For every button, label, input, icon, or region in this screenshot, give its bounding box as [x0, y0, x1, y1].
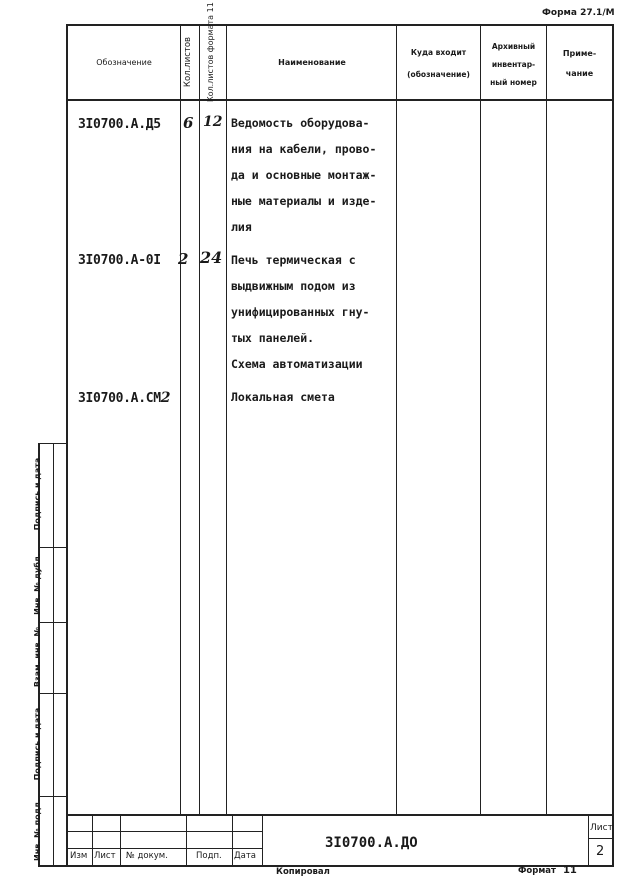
header-archive-line1: Архивный	[491, 42, 536, 51]
header-note	[547, 44, 612, 84]
title-sheet-label: Лист	[590, 823, 613, 833]
row3-code-suffix: 2	[160, 390, 171, 406]
title-col-change: Изм	[70, 851, 88, 861]
stamp-sep-3	[38, 693, 67, 694]
row1-name-line: ные материалы и изде-	[231, 194, 377, 208]
title-col-a	[92, 814, 93, 866]
row1-format-count: 12	[203, 114, 223, 130]
title-col-doc: № докум.	[126, 851, 168, 861]
header-designation: Обозначение	[96, 58, 152, 67]
title-col-sign: Подп.	[196, 851, 222, 861]
row3-name-line: Локальная смета	[231, 390, 335, 404]
title-sheet-number: 2	[596, 844, 605, 859]
stamp-vzam-inv: Взам. инв. №	[33, 626, 42, 688]
stamp-inv-podl: Инв. № подл.	[33, 799, 42, 861]
row1-name-line: Ведомость оборудова-	[231, 116, 370, 130]
row2-format-count: 24	[200, 248, 223, 267]
row2-count: 2	[178, 250, 189, 268]
header-archive-line3: ный номер	[490, 78, 537, 87]
stamp-sep-1	[38, 547, 67, 548]
header-sheets-count: Кол.листов	[183, 36, 193, 88]
footer-format-value: 11	[562, 865, 577, 876]
row2-name-line: тых панелей.	[231, 331, 315, 345]
header-archive-line2: инвентар-	[491, 60, 536, 69]
row1-name	[231, 110, 376, 240]
header-sheets-format: Кол.листов формата 11	[206, 2, 215, 102]
title-col-date: Дата	[234, 851, 257, 861]
row1-name-line: да и основные монтаж-	[231, 168, 377, 182]
frame-right	[612, 24, 614, 866]
title-col-c	[186, 814, 187, 866]
footer-format-label: Формат	[518, 866, 556, 876]
header-where	[397, 42, 480, 86]
stamp-sep-2	[38, 622, 67, 623]
row3-name	[231, 384, 335, 410]
title-col-b	[120, 814, 121, 866]
row2-name-line: унифицированных гну-	[231, 305, 370, 319]
title-top	[66, 814, 614, 816]
row3-code-main: 3I0700.А.СМ	[78, 391, 161, 406]
header-where-line2: (обозначение)	[407, 70, 470, 79]
title-col-e	[262, 814, 263, 866]
row2-name-line: Печь термическая с	[231, 253, 356, 267]
stamp-sep-4	[38, 796, 67, 797]
stamp-sign-date-1: Подпись и дата	[33, 457, 42, 531]
row2-name	[231, 247, 369, 377]
stamp-sign-date-2: Подпись и дата	[33, 707, 42, 781]
col-line-4	[396, 24, 397, 814]
row3-code	[78, 390, 170, 406]
title-sheet-sep	[588, 838, 614, 839]
header-divider	[66, 99, 614, 101]
row1-name-line: ния на кабели, прово-	[231, 142, 377, 156]
row2-name-line: Схема автоматизации	[231, 357, 363, 371]
row1-code: 3I0700.А.Д5	[78, 117, 161, 132]
col-line-5	[480, 24, 481, 814]
stamp-inv-dubl: Инв. № дубл.	[33, 553, 42, 615]
row2-name-line: выдвижным подом из	[231, 279, 356, 293]
header-name: Наименование	[278, 58, 346, 67]
form-label: Форма 27.1/М	[542, 8, 615, 18]
col-line-1	[180, 24, 181, 814]
stamp-mid-col	[53, 443, 54, 866]
footer-copied: Копировал	[276, 867, 330, 877]
title-col-sheet: Лист	[94, 851, 116, 861]
frame-top	[66, 24, 614, 26]
header-note-line1: Приме-	[562, 49, 597, 58]
row2-code: 3I0700.А-0I	[78, 253, 161, 268]
title-col-f	[588, 814, 589, 866]
row1-count: 6	[183, 114, 194, 132]
row1-name-line: лия	[231, 220, 252, 234]
header-archive	[481, 38, 546, 92]
col-line-3	[226, 24, 227, 814]
title-doc-code: 3I0700.А.ДО	[325, 835, 418, 851]
frame-left	[66, 24, 68, 866]
col-line-6	[546, 24, 547, 814]
header-where-line1: Куда входит	[410, 48, 467, 57]
col-line-2	[199, 24, 200, 814]
footer-format	[518, 865, 577, 876]
header-note-line2: чание	[565, 69, 594, 78]
title-col-d	[232, 814, 233, 866]
